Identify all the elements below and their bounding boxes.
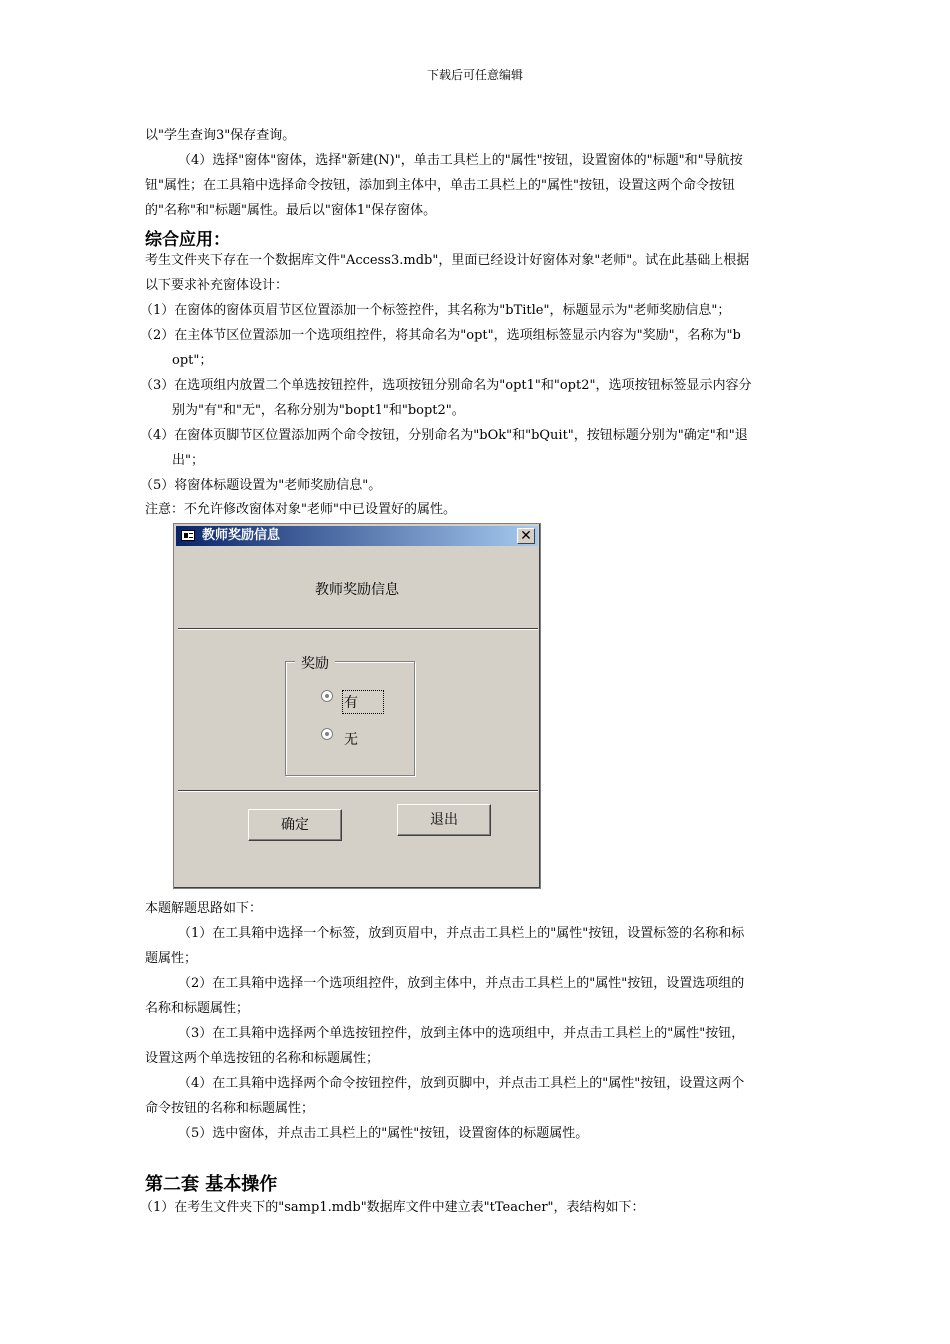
requirement-4: （4）在窗体页脚节区位置添加两个命令按钮，分别命名为"bOk"和"bQuit"，按钮标题分别为"确定"和"退 (140, 428, 748, 443)
option-group-label: 奖励 (295, 653, 335, 673)
text-line: 考生文件夹下存在一个数据库文件"Access3.mdb"，里面已经设计好窗体对象"老师"。试在此基础上根据 (145, 253, 750, 268)
text-line: 本题解题思路如下： (145, 901, 263, 916)
note-line: 注意：不允许修改窗体对象"老师"中已设置好的属性。 (145, 502, 456, 517)
option-1-label[interactable]: 有 (344, 692, 382, 712)
section-heading: 第二套 基本操作 (145, 1174, 278, 1195)
text-line: 命令按钮的名称和标题属性； (145, 1101, 315, 1116)
text-line: 名称和标题属性； (145, 1001, 250, 1016)
text-line: （1）在工具箱中选择一个标签，放到页眉中，并点击工具栏上的"属性"按钮，设置标签的名称和标 (178, 926, 745, 941)
text-line: 的"名称"和"标题"属性。最后以"窗体1"保存窗体。 (145, 203, 437, 218)
radio-option-2[interactable] (321, 728, 333, 740)
requirement-5: （5）将窗体标题设置为"老师奖励信息"。 (140, 478, 382, 493)
option-group-frame (285, 661, 415, 776)
text-line: （4）在工具箱中选择两个命令按钮控件，放到页脚中，并点击工具栏上的"属性"按钮，设置这两个 (178, 1076, 745, 1091)
option-2-label[interactable]: 无 (344, 732, 358, 748)
form-window (173, 523, 541, 889)
quit-button[interactable]: 退出 (397, 804, 491, 836)
requirement-2: （2）在主体节区位置添加一个选项组控件，将其命名为"opt"，选项组标签显示内容为"奖励"，名称为"b (140, 328, 741, 343)
text-line: （2）在工具箱中选择一个选项组控件，放到主体中，并点击工具栏上的"属性"按钮，设置选项组的 (178, 976, 745, 991)
close-icon[interactable]: ✕ (517, 528, 535, 544)
text-line: （1）在考生文件夹下的"samp1.mdb"数据库文件中建立表"tTeacher"，表结构如下： (140, 1200, 645, 1215)
text-line: 设置这两个单选按钮的名称和标题属性； (145, 1051, 380, 1066)
radio-option-1[interactable] (321, 690, 333, 702)
text-line: 题属性； (145, 951, 198, 966)
section-heading: 综合应用： (145, 230, 230, 250)
header-divider (178, 628, 538, 630)
text-line: 钮"属性；在工具箱中选择命令按钮，添加到主体中，单击工具栏上的"属性"按钮，设置这两个命令按钮 (145, 178, 735, 193)
requirement-3: （3）在选项组内放置二个单选按钮控件，选项按钮分别命名为"opt1"和"opt2"，选项按钮标签显示内容分 (140, 378, 752, 393)
footer-divider (178, 790, 538, 792)
title-bar (176, 526, 538, 546)
form-title-label: 教师奖励信息 (315, 582, 399, 598)
page-header: 下载后可任意编辑 (426, 68, 523, 82)
ok-button[interactable]: 确定 (248, 809, 342, 841)
form-icon (181, 530, 195, 541)
text-line: 以"学生查询3"保存查询。 (145, 128, 296, 143)
text-line: 以下要求补充窗体设计： (145, 278, 289, 293)
text-line: （4）选择"窗体"窗体，选择"新建(N)"，单击工具栏上的"属性"按钮，设置窗体的"标题"和"导航按 (178, 153, 743, 168)
text-line: 出"； (172, 453, 204, 468)
requirement-1: （1）在窗体的窗体页眉节区位置添加一个标签控件，其名称为"bTitle"，标题显示为"老师奖励信息"； (140, 303, 731, 318)
text-line: opt"； (172, 353, 213, 368)
text-line: （5）选中窗体，并点击工具栏上的"属性"按钮，设置窗体的标题属性。 (178, 1126, 589, 1141)
window-title: 教师奖励信息 (202, 528, 281, 543)
text-line: （3）在工具箱中选择两个单选按钮控件，放到主体中的选项组中，并点击工具栏上的"属性"按钮， (178, 1026, 745, 1041)
text-line: 别为"有"和"无"，名称分别为"bopt1"和"bopt2"。 (172, 403, 465, 418)
